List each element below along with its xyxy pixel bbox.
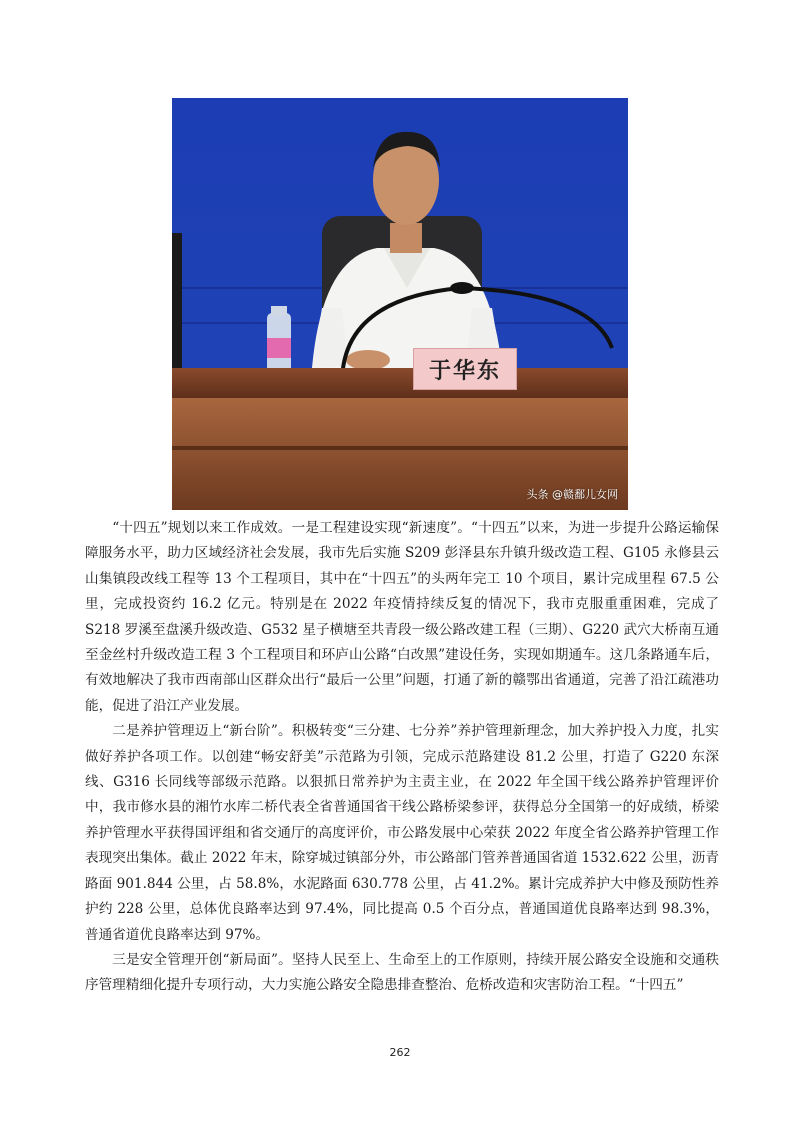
paragraph-achievements-construction: “十四五”规划以来工作成效。一是工程建设实现“新速度”。“十四五”以来，为进一步提升公路运输保障服务水平，助力区域经济社会发展，我市先后实施 S209 彭泽县东升镇升级改造工程、G105 永修县云山集镇段改线工程等 13 个工程项目，其中在“十四五”的头两年完工 10 个项目，累计完成里程 67.5 公里，完成投资约 16.2 亿元。特别是在 2022 年疫情持续反复的情况下，我市克服重重困难，完成了 S218 罗溪至盘溪升级改造、G532 星子横塘至共青段一级公路改建工程（三期）、G220 武穴大桥南互通至金丝村升级改造工程 3 个工程项目和环庐山公路“白改黑”建设任务，实现如期通车。这几条路通车后，有效地解决了我市西南部山区群众出行“最后一公里”问题，打通了新的赣鄂出省通道，完善了沿江疏港功能，促进了沿江产业发展。 [85, 520, 719, 714]
page-number: 262 [389, 1046, 411, 1059]
photo-watermark: 头条 @赣鄱儿女网 [526, 488, 618, 501]
press-conference-photo [172, 98, 628, 510]
photo-illustration [172, 98, 628, 510]
paragraph-safety: 三是安全管理开创“新局面”。坚持人民至上、生命至上的工作原则，持续开展公路安全设施和交通秩序管理精细化提升专项行动，大力实施公路安全隐患排查整治、危桥改造和灾害防治工程。“十四五” [85, 951, 719, 994]
paragraph-maintenance: 二是养护管理迈上“新台阶”。积极转变“三分建、七分养”养护管理新理念，加大养护投入力度，扎实做好养护各项工作。以创建“畅安舒美”示范路为引领，完成示范路建设 81.2 公里，打造了 G220 东深线、G316 长同线等部级示范路。以狠抓日常养护为主责主业，在 2022 年全国干线公路养护管理评价中，我市修水县的湘竹水库二桥代表全省普通国省干线公路桥梁参评，获得总分全国第一的好成绩，桥梁养护管理水平获得国评组和省交通厅的高度评价，市公路发展中心荣获 2022 年度全省公路养护管理工作表现突出集体。截止 2022 年末，除穿城过镇部分外，市公路部门管养普通国省道 1532.622 公里，沥青路面 901.844 公里，占 58.8%，水泥路面 630.778 公里，占 41.2%。累计完成养护大中修及预防性养护约 228 公里，总体优良路率达到 97.4%，同比提高 0.5 个百分点，普通国道优良路率达到 98.3%，普通省道优良路率达到 97%。 [85, 723, 719, 943]
nameplate: 于华东 [413, 348, 517, 390]
article-body [85, 516, 719, 999]
